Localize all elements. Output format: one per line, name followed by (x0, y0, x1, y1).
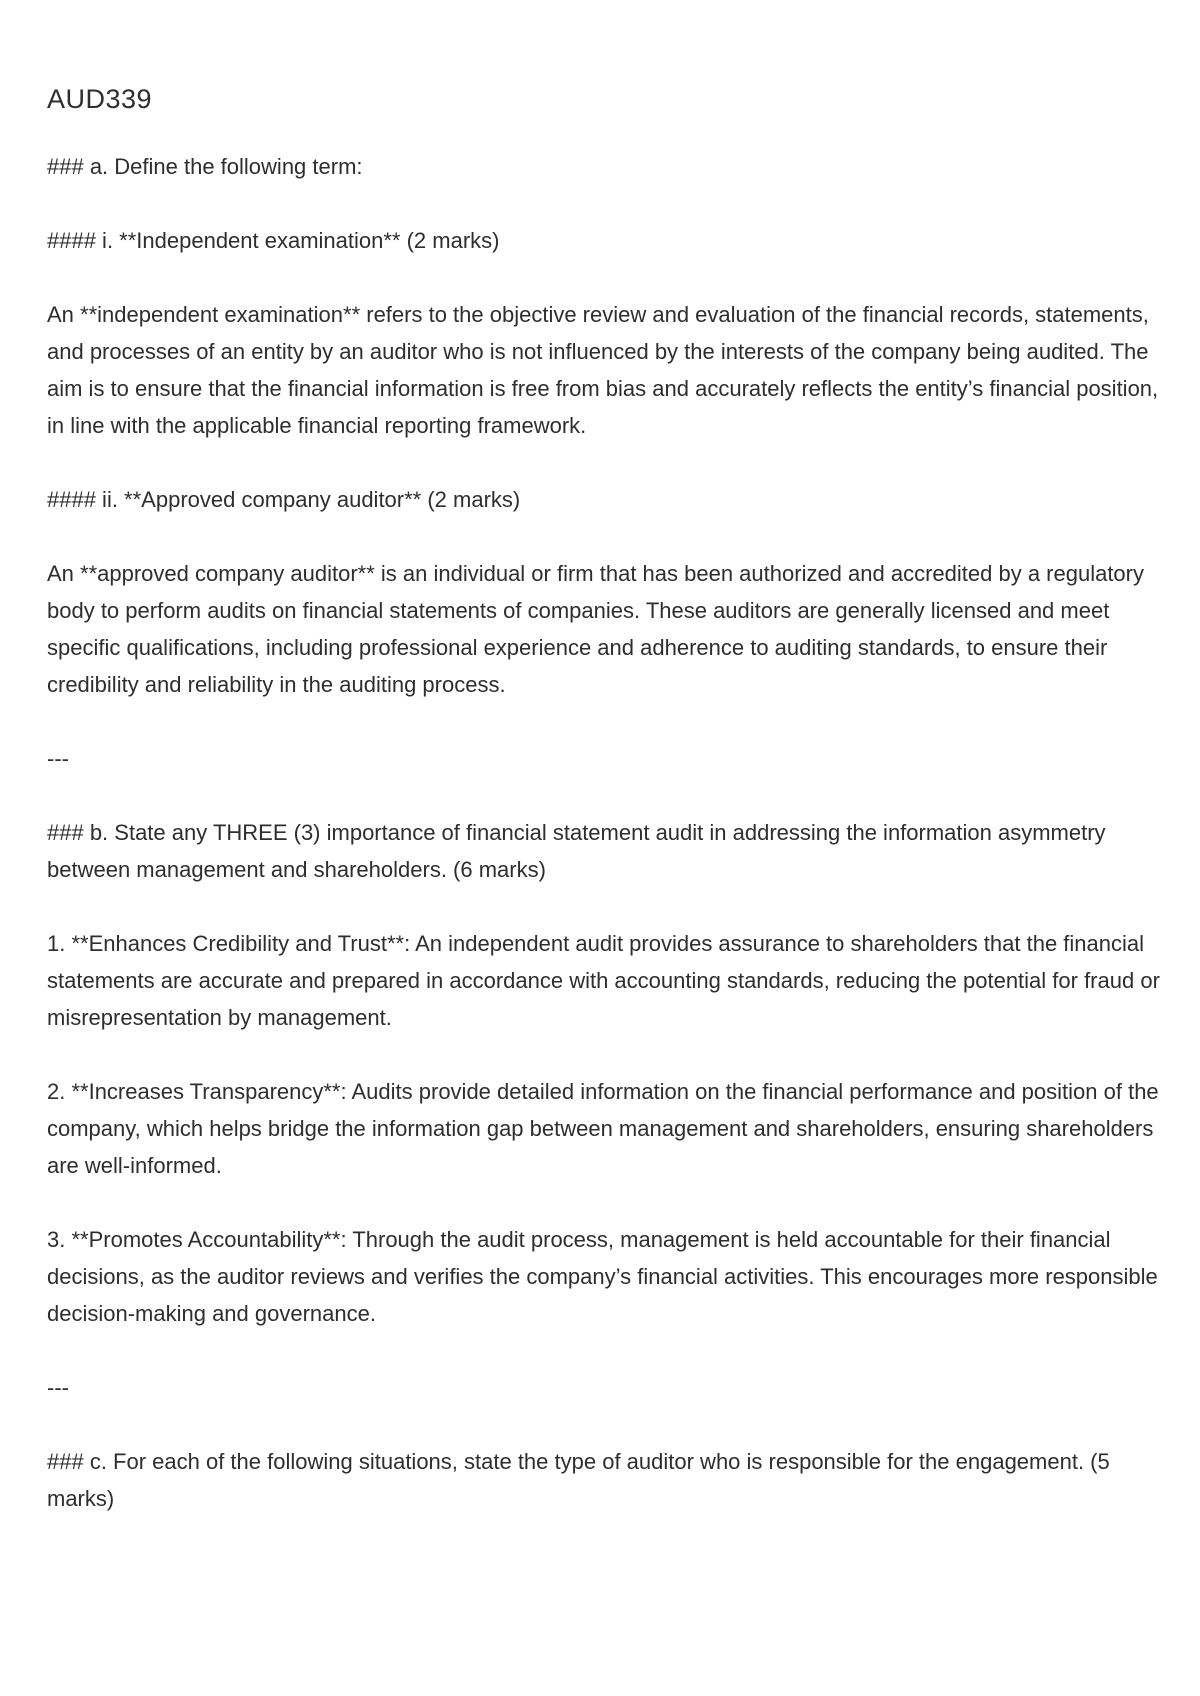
spacer (47, 888, 1160, 925)
section-a-ii-heading: #### ii. **Approved company auditor** (2 marks) (47, 487, 521, 512)
section-a-i-heading: #### i. **Independent examination** (2 marks) (47, 228, 500, 253)
spacer (47, 1406, 1160, 1443)
spacer (47, 703, 1160, 740)
spacer (47, 1332, 1160, 1369)
section-c-heading: ### c. For each of the following situations, state the type of auditor who is responsible for the engagement. (5 marks) (47, 1449, 1110, 1511)
spacer (47, 1036, 1160, 1073)
spacer (47, 518, 1160, 555)
section-a-heading: ### a. Define the following term: (47, 154, 363, 179)
spacer (47, 185, 1160, 222)
section-b-heading: ### b. State any THREE (3) importance of financial statement audit in addressing the information asymmetry between management and shareholders. (6 marks) (47, 820, 1106, 882)
section-b-item-1: 1. **Enhances Credibility and Trust**: An independent audit provides assurance to shareholders that the financial statements are accurate and prepared in accordance with accounting standards, reducing the potential for fraud or misrepresentation by management. (47, 931, 1160, 1030)
spacer (47, 444, 1160, 481)
horizontal-divider: --- (47, 1375, 69, 1400)
document-title: AUD339 (47, 84, 153, 114)
spacer (47, 777, 1160, 814)
section-b-item-2: 2. **Increases Transparency**: Audits provide detailed information on the financial performance and position of the company, which helps bridge the information gap between management and shareholders, ensuring shareholders are well-informed. (47, 1079, 1159, 1178)
horizontal-divider: --- (47, 746, 69, 771)
spacer (47, 1184, 1160, 1221)
section-a-ii-body: An **approved company auditor** is an individual or firm that has been authorized and accredited by a regulatory body to perform audits on financial statements of companies. These auditors are generally licensed and meet specific qualifications, including professional experience and adherence to auditing standards, to ensure their credibility and reliability in the auditing process. (47, 561, 1144, 697)
section-b-item-3: 3. **Promotes Accountability**: Through the audit process, management is held accountable for their financial decisions, as the auditor reviews and verifies the company’s financial activities. This encourages more responsible decision-making and governance. (47, 1227, 1158, 1326)
section-a-i-body: An **independent examination** refers to the objective review and evaluation of the financial records, statements, and processes of an entity by an auditor who is not influenced by the interests of the company being audited. The aim is to ensure that the financial information is free from bias and accurately reflects the entity’s financial position, in line with the applicable financial reporting framework. (47, 302, 1159, 438)
spacer (47, 259, 1160, 296)
